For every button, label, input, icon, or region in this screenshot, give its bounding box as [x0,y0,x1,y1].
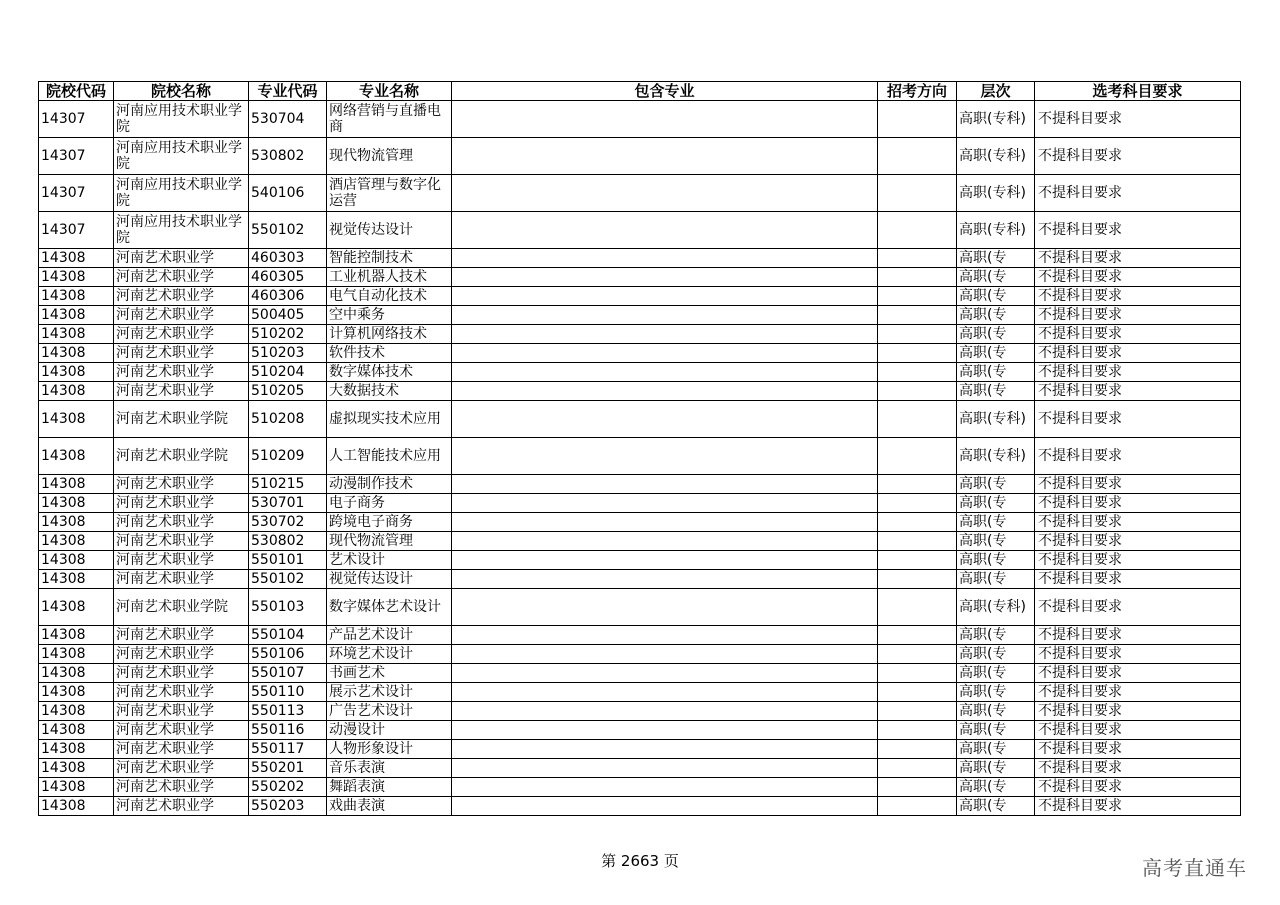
cell-school-code: 14308 [39,325,114,344]
cell-major-name: 艺术设计 [327,551,452,570]
cell-school-name: 河南艺术职业学 [114,475,249,494]
table-row [39,551,1241,570]
cell-subject-requirement: 不提科目要求 [1035,325,1241,344]
cell-major-code: 510205 [249,382,327,401]
cell-major-code: 550106 [249,645,327,664]
admissions-table [38,81,1241,816]
cell-school-code: 14307 [39,138,114,175]
cell-subject-requirement: 不提科目要求 [1035,344,1241,363]
cell-included-majors [452,325,878,344]
cell-included-majors [452,702,878,721]
cell-major-code: 510203 [249,344,327,363]
cell-subject-requirement: 不提科目要求 [1035,778,1241,797]
header-subject-requirement: 选考科目要求 [1035,82,1241,101]
cell-school-name: 河南艺术职业学 [114,645,249,664]
cell-school-code: 14308 [39,475,114,494]
cell-direction [878,101,957,138]
cell-school-name: 河南应用技术职业学院 [114,138,249,175]
table-row [39,683,1241,702]
cell-school-code: 14308 [39,363,114,382]
table-row [39,268,1241,287]
cell-major-code: 530701 [249,494,327,513]
page-number: 第 2663 页 [601,852,679,870]
cell-subject-requirement: 不提科目要求 [1035,551,1241,570]
table-row [39,532,1241,551]
cell-direction [878,702,957,721]
cell-school-name: 河南艺术职业学 [114,702,249,721]
cell-subject-requirement: 不提科目要求 [1035,570,1241,589]
cell-school-code: 14308 [39,626,114,645]
cell-level: 高职(专 [957,532,1035,551]
cell-major-name: 人物形象设计 [327,740,452,759]
cell-included-majors [452,438,878,475]
header-major-name: 专业名称 [327,82,452,101]
cell-subject-requirement: 不提科目要求 [1035,494,1241,513]
cell-school-code: 14308 [39,551,114,570]
cell-school-name: 河南艺术职业学 [114,382,249,401]
cell-direction [878,363,957,382]
cell-school-name: 河南艺术职业学 [114,778,249,797]
cell-major-code: 550117 [249,740,327,759]
table-row [39,212,1241,249]
cell-major-name: 虚拟现实技术应用 [327,401,452,438]
table-row [39,101,1241,138]
cell-major-code: 530702 [249,513,327,532]
cell-school-name: 河南艺术职业学 [114,494,249,513]
cell-included-majors [452,363,878,382]
cell-subject-requirement: 不提科目要求 [1035,212,1241,249]
cell-included-majors [452,721,878,740]
cell-subject-requirement: 不提科目要求 [1035,287,1241,306]
cell-school-code: 14308 [39,513,114,532]
table-row [39,138,1241,175]
cell-major-name: 软件技术 [327,344,452,363]
cell-school-name: 河南艺术职业学 [114,570,249,589]
cell-subject-requirement: 不提科目要求 [1035,721,1241,740]
cell-direction [878,589,957,626]
cell-included-majors [452,212,878,249]
cell-major-name: 动漫制作技术 [327,475,452,494]
cell-school-code: 14308 [39,759,114,778]
cell-major-name: 书画艺术 [327,664,452,683]
cell-level: 高职(专 [957,325,1035,344]
table-row [39,589,1241,626]
table-row [39,306,1241,325]
table-row [39,513,1241,532]
cell-level: 高职(专科) [957,438,1035,475]
cell-included-majors [452,306,878,325]
cell-subject-requirement: 不提科目要求 [1035,589,1241,626]
cell-school-name: 河南艺术职业学 [114,287,249,306]
cell-major-name: 广告艺术设计 [327,702,452,721]
cell-major-name: 展示艺术设计 [327,683,452,702]
cell-direction [878,683,957,702]
cell-school-code: 14308 [39,645,114,664]
table-row [39,175,1241,212]
table-row [39,645,1241,664]
header-school-name: 院校名称 [114,82,249,101]
cell-major-code: 550202 [249,778,327,797]
cell-level: 高职(专 [957,551,1035,570]
cell-school-code: 14308 [39,740,114,759]
cell-subject-requirement: 不提科目要求 [1035,759,1241,778]
cell-major-name: 空中乘务 [327,306,452,325]
cell-major-code: 510208 [249,401,327,438]
cell-direction [878,570,957,589]
cell-school-code: 14307 [39,101,114,138]
cell-school-code: 14308 [39,268,114,287]
cell-school-name: 河南艺术职业学院 [114,438,249,475]
cell-major-name: 大数据技术 [327,382,452,401]
watermark: 高考直通车 [1142,856,1247,880]
cell-included-majors [452,626,878,645]
cell-level: 高职(专 [957,382,1035,401]
cell-level: 高职(专 [957,513,1035,532]
cell-school-code: 14308 [39,494,114,513]
cell-direction [878,494,957,513]
cell-major-name: 数字媒体技术 [327,363,452,382]
cell-school-code: 14307 [39,212,114,249]
cell-direction [878,175,957,212]
header-school-code: 院校代码 [39,82,114,101]
cell-major-code: 510215 [249,475,327,494]
cell-major-name: 跨境电子商务 [327,513,452,532]
cell-major-name: 戏曲表演 [327,797,452,816]
cell-major-code: 550102 [249,212,327,249]
cell-included-majors [452,570,878,589]
table-row [39,287,1241,306]
cell-included-majors [452,268,878,287]
cell-included-majors [452,532,878,551]
cell-major-code: 550110 [249,683,327,702]
cell-included-majors [452,382,878,401]
cell-level: 高职(专 [957,664,1035,683]
cell-direction [878,721,957,740]
cell-school-code: 14308 [39,664,114,683]
header-major-code: 专业代码 [249,82,327,101]
cell-major-name: 环境艺术设计 [327,645,452,664]
cell-major-code: 530704 [249,101,327,138]
header-level: 层次 [957,82,1035,101]
cell-school-name: 河南艺术职业学 [114,797,249,816]
table-row [39,797,1241,816]
cell-major-code: 550203 [249,797,327,816]
cell-major-code: 540106 [249,175,327,212]
cell-direction [878,551,957,570]
cell-subject-requirement: 不提科目要求 [1035,101,1241,138]
cell-direction [878,645,957,664]
cell-level: 高职(专 [957,797,1035,816]
cell-direction [878,382,957,401]
cell-school-name: 河南艺术职业学 [114,268,249,287]
cell-major-code: 500405 [249,306,327,325]
cell-school-name: 河南艺术职业学 [114,532,249,551]
cell-subject-requirement: 不提科目要求 [1035,438,1241,475]
cell-school-name: 河南艺术职业学 [114,551,249,570]
cell-included-majors [452,401,878,438]
cell-subject-requirement: 不提科目要求 [1035,475,1241,494]
cell-school-code: 14308 [39,438,114,475]
table-row [39,382,1241,401]
cell-school-name: 河南艺术职业学 [114,759,249,778]
cell-included-majors [452,645,878,664]
cell-major-code: 460306 [249,287,327,306]
cell-major-name: 音乐表演 [327,759,452,778]
cell-direction [878,532,957,551]
cell-level: 高职(专 [957,626,1035,645]
table-row [39,249,1241,268]
table-row [39,626,1241,645]
cell-level: 高职(专 [957,363,1035,382]
cell-direction [878,740,957,759]
cell-included-majors [452,175,878,212]
cell-direction [878,626,957,645]
cell-major-code: 510202 [249,325,327,344]
cell-included-majors [452,344,878,363]
cell-major-code: 510209 [249,438,327,475]
table-row [39,721,1241,740]
cell-level: 高职(专科) [957,401,1035,438]
cell-school-code: 14308 [39,401,114,438]
cell-subject-requirement: 不提科目要求 [1035,626,1241,645]
cell-direction [878,778,957,797]
cell-major-name: 计算机网络技术 [327,325,452,344]
table-row [39,759,1241,778]
cell-subject-requirement: 不提科目要求 [1035,268,1241,287]
cell-school-name: 河南艺术职业学 [114,740,249,759]
cell-school-code: 14308 [39,382,114,401]
cell-level: 高职(专 [957,721,1035,740]
cell-subject-requirement: 不提科目要求 [1035,532,1241,551]
table-row [39,363,1241,382]
cell-major-name: 智能控制技术 [327,249,452,268]
cell-subject-requirement: 不提科目要求 [1035,702,1241,721]
cell-school-name: 河南艺术职业学院 [114,589,249,626]
cell-included-majors [452,475,878,494]
cell-major-code: 550103 [249,589,327,626]
cell-major-name: 产品艺术设计 [327,626,452,645]
cell-school-code: 14308 [39,797,114,816]
cell-school-name: 河南应用技术职业学院 [114,212,249,249]
table-row [39,664,1241,683]
cell-major-name: 视觉传达设计 [327,212,452,249]
cell-major-name: 酒店管理与数字化运营 [327,175,452,212]
cell-school-name: 河南艺术职业学 [114,363,249,382]
cell-school-code: 14308 [39,249,114,268]
cell-major-name: 动漫设计 [327,721,452,740]
cell-level: 高职(专 [957,683,1035,702]
cell-level: 高职(专 [957,306,1035,325]
table-row [39,740,1241,759]
cell-level: 高职(专科) [957,589,1035,626]
cell-subject-requirement: 不提科目要求 [1035,138,1241,175]
cell-level: 高职(专 [957,249,1035,268]
cell-level: 高职(专 [957,759,1035,778]
cell-included-majors [452,494,878,513]
cell-subject-requirement: 不提科目要求 [1035,363,1241,382]
cell-level: 高职(专 [957,740,1035,759]
cell-school-code: 14308 [39,589,114,626]
cell-school-name: 河南艺术职业学院 [114,401,249,438]
cell-school-name: 河南应用技术职业学院 [114,175,249,212]
cell-level: 高职(专科) [957,175,1035,212]
cell-major-code: 530802 [249,138,327,175]
cell-direction [878,513,957,532]
cell-level: 高职(专 [957,570,1035,589]
cell-school-code: 14308 [39,532,114,551]
cell-major-code: 510204 [249,363,327,382]
cell-school-code: 14308 [39,306,114,325]
cell-direction [878,759,957,778]
cell-major-code: 530802 [249,532,327,551]
cell-school-name: 河南艺术职业学 [114,325,249,344]
cell-major-name: 现代物流管理 [327,532,452,551]
cell-major-name: 电子商务 [327,494,452,513]
cell-major-code: 460303 [249,249,327,268]
table-row [39,570,1241,589]
cell-school-code: 14308 [39,721,114,740]
cell-level: 高职(专 [957,645,1035,664]
cell-major-code: 550101 [249,551,327,570]
cell-major-name: 数字媒体艺术设计 [327,589,452,626]
cell-direction [878,268,957,287]
cell-level: 高职(专 [957,475,1035,494]
cell-included-majors [452,759,878,778]
cell-subject-requirement: 不提科目要求 [1035,664,1241,683]
table-row [39,438,1241,475]
cell-level: 高职(专 [957,287,1035,306]
cell-subject-requirement: 不提科目要求 [1035,382,1241,401]
cell-included-majors [452,683,878,702]
cell-level: 高职(专 [957,778,1035,797]
cell-major-name: 舞蹈表演 [327,778,452,797]
cell-level: 高职(专 [957,702,1035,721]
cell-school-code: 14308 [39,344,114,363]
cell-level: 高职(专 [957,344,1035,363]
cell-school-code: 14308 [39,287,114,306]
cell-direction [878,325,957,344]
cell-direction [878,287,957,306]
cell-included-majors [452,249,878,268]
cell-school-name: 河南艺术职业学 [114,344,249,363]
cell-included-majors [452,797,878,816]
cell-school-name: 河南艺术职业学 [114,683,249,702]
cell-major-name: 工业机器人技术 [327,268,452,287]
cell-direction [878,797,957,816]
cell-direction [878,212,957,249]
cell-included-majors [452,551,878,570]
cell-major-name: 视觉传达设计 [327,570,452,589]
cell-direction [878,475,957,494]
cell-direction [878,249,957,268]
cell-school-name: 河南艺术职业学 [114,721,249,740]
cell-major-code: 550116 [249,721,327,740]
cell-school-code: 14307 [39,175,114,212]
cell-school-code: 14308 [39,702,114,721]
cell-level: 高职(专科) [957,101,1035,138]
cell-included-majors [452,513,878,532]
cell-direction [878,344,957,363]
cell-included-majors [452,287,878,306]
cell-major-name: 电气自动化技术 [327,287,452,306]
cell-major-name: 网络营销与直播电商 [327,101,452,138]
cell-school-name: 河南艺术职业学 [114,249,249,268]
cell-school-code: 14308 [39,570,114,589]
cell-subject-requirement: 不提科目要求 [1035,249,1241,268]
header-direction: 招考方向 [878,82,957,101]
cell-school-name: 河南艺术职业学 [114,306,249,325]
table-row [39,494,1241,513]
cell-school-name: 河南艺术职业学 [114,626,249,645]
cell-direction [878,306,957,325]
cell-included-majors [452,101,878,138]
cell-included-majors [452,138,878,175]
cell-major-code: 460305 [249,268,327,287]
table-body [39,101,1241,816]
cell-major-code: 550201 [249,759,327,778]
cell-major-name: 人工智能技术应用 [327,438,452,475]
table-row [39,778,1241,797]
table-row [39,475,1241,494]
cell-school-name: 河南艺术职业学 [114,664,249,683]
cell-level: 高职(专科) [957,212,1035,249]
cell-direction [878,438,957,475]
cell-subject-requirement: 不提科目要求 [1035,513,1241,532]
table-row [39,702,1241,721]
cell-direction [878,401,957,438]
header-row [39,82,1241,101]
cell-level: 高职(专科) [957,138,1035,175]
cell-level: 高职(专 [957,268,1035,287]
cell-subject-requirement: 不提科目要求 [1035,797,1241,816]
table-row [39,401,1241,438]
cell-major-name: 现代物流管理 [327,138,452,175]
cell-level: 高职(专 [957,494,1035,513]
cell-included-majors [452,778,878,797]
cell-included-majors [452,589,878,626]
cell-subject-requirement: 不提科目要求 [1035,306,1241,325]
cell-included-majors [452,664,878,683]
cell-subject-requirement: 不提科目要求 [1035,645,1241,664]
cell-subject-requirement: 不提科目要求 [1035,175,1241,212]
table-row [39,344,1241,363]
cell-school-code: 14308 [39,683,114,702]
cell-major-code: 550102 [249,570,327,589]
cell-subject-requirement: 不提科目要求 [1035,401,1241,438]
cell-direction [878,138,957,175]
cell-subject-requirement: 不提科目要求 [1035,740,1241,759]
cell-direction [878,664,957,683]
header-included-majors: 包含专业 [452,82,878,101]
cell-school-name: 河南艺术职业学 [114,513,249,532]
cell-major-code: 550113 [249,702,327,721]
table-row [39,325,1241,344]
cell-school-code: 14308 [39,778,114,797]
cell-subject-requirement: 不提科目要求 [1035,683,1241,702]
cell-major-code: 550107 [249,664,327,683]
cell-included-majors [452,740,878,759]
cell-major-code: 550104 [249,626,327,645]
cell-school-name: 河南应用技术职业学院 [114,101,249,138]
